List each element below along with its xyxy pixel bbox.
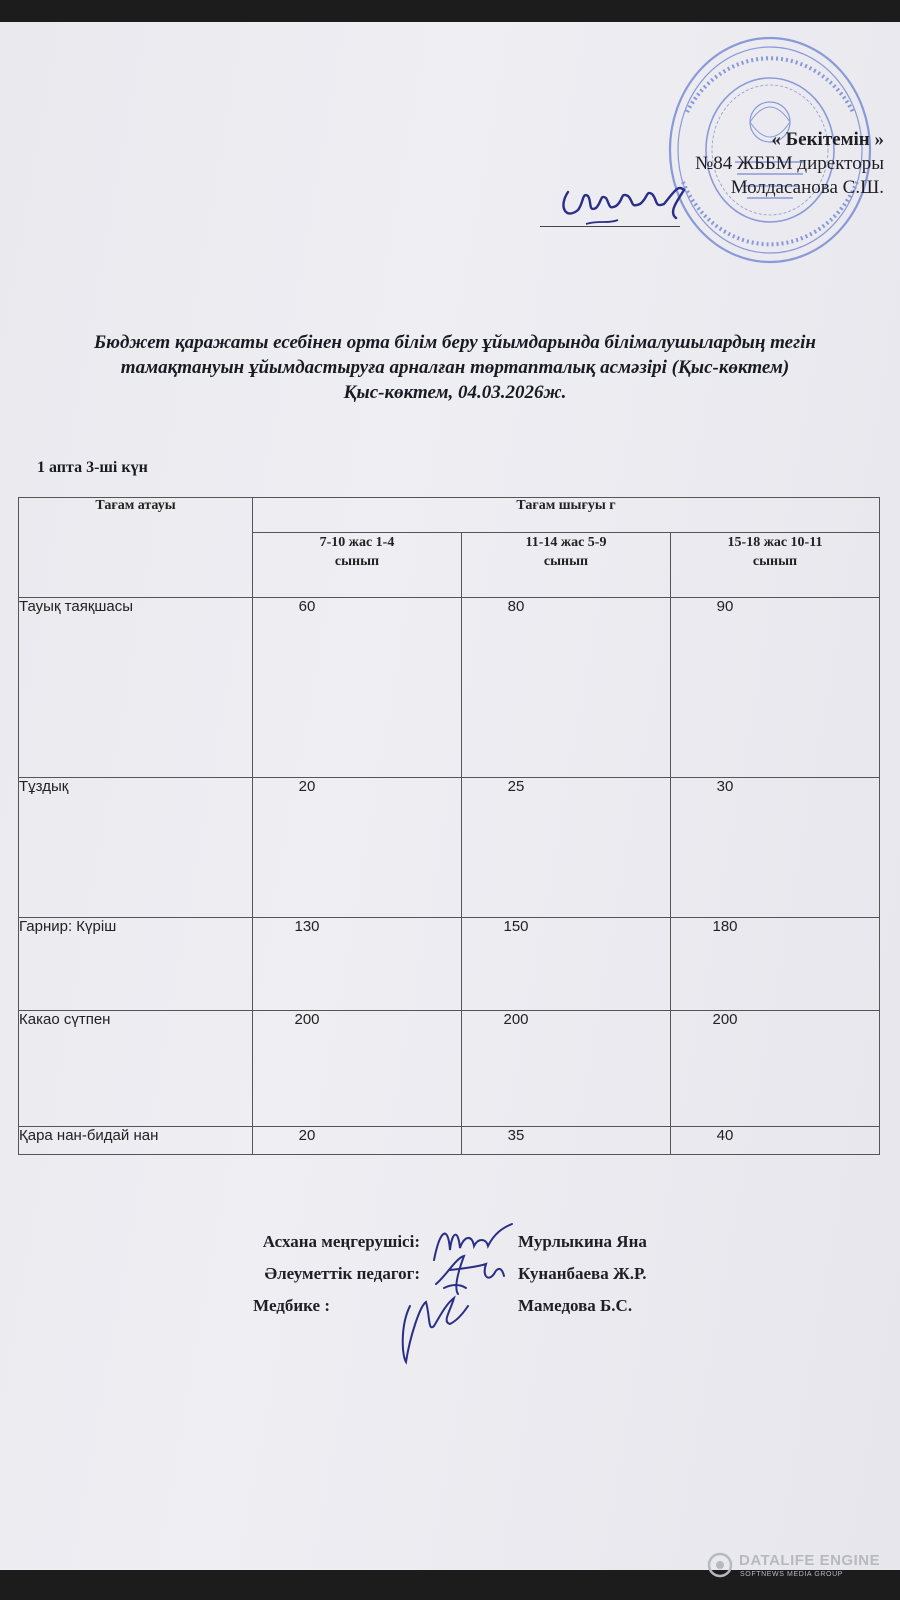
approval-position: №84 ЖББМ директоры bbox=[695, 153, 884, 174]
dish-name: Тұздық bbox=[19, 778, 253, 918]
header-age-group: 11-14 жас 5-9 сынып bbox=[462, 533, 671, 598]
portion-cell: 90 bbox=[671, 598, 880, 778]
signatures-block bbox=[0, 1232, 900, 1392]
signature-role: Әлеуметтік педагог: bbox=[264, 1264, 420, 1283]
document-page bbox=[0, 22, 900, 1578]
datalife-logo-icon bbox=[707, 1552, 733, 1578]
approval-block bbox=[695, 128, 884, 200]
table-row bbox=[19, 598, 880, 778]
signature-person: Мамедова Б.С. bbox=[518, 1296, 633, 1315]
portion-cell: 80 bbox=[462, 598, 671, 778]
director-signature bbox=[548, 162, 708, 232]
portion-cell: 20 bbox=[253, 778, 462, 918]
signature-row bbox=[0, 1296, 900, 1326]
header-age-group: 7-10 жас 1-4 сынып bbox=[253, 533, 462, 598]
approval-director-name: Молдасанова С.Ш. bbox=[730, 177, 884, 198]
portion-cell: 150 bbox=[462, 918, 671, 1011]
watermark bbox=[707, 1550, 887, 1586]
dish-name: Тауық таяқшасы bbox=[19, 598, 253, 778]
signature-person: Мурлыкина Яна bbox=[518, 1232, 647, 1251]
header-dish-name: Тағам атауы bbox=[19, 498, 253, 598]
portion-cell: 30 bbox=[671, 778, 880, 918]
dish-name: Какао сүтпен bbox=[19, 1011, 253, 1127]
week-day-label: 1 апта 3-ші күн bbox=[37, 459, 148, 476]
dish-name: Қара нан-бидай нан bbox=[19, 1127, 253, 1155]
title-line-2: тамақтануын ұйымдастыруға арналған төртапталық асмәзірі (Қыс-көктем) bbox=[120, 357, 790, 378]
portion-cell: 180 bbox=[671, 918, 880, 1011]
document-title bbox=[20, 330, 890, 405]
portion-cell: 60 bbox=[253, 598, 462, 778]
portion-cell: 200 bbox=[462, 1011, 671, 1127]
portion-cell: 200 bbox=[253, 1011, 462, 1127]
watermark-main-text: DATALIFE ENGINE bbox=[739, 1552, 881, 1569]
portion-cell: 40 bbox=[671, 1127, 880, 1155]
table-row bbox=[19, 1127, 880, 1155]
title-line-3: Қыс-көктем, 04.03.2026ж. bbox=[343, 382, 567, 403]
handwritten-signature bbox=[380, 1276, 480, 1366]
signature-person: Кунанбаева Ж.Р. bbox=[518, 1264, 647, 1283]
watermark-sub-text: SOFTNEWS MEDIA GROUP bbox=[740, 1571, 844, 1578]
portion-cell: 200 bbox=[671, 1011, 880, 1127]
header-age-group: 15-18 жас 10-11 сынып bbox=[671, 533, 880, 598]
portion-cell: 130 bbox=[253, 918, 462, 1011]
signature-role: Асхана меңгерушісі: bbox=[262, 1232, 420, 1251]
portion-cell: 20 bbox=[253, 1127, 462, 1155]
approval-title: « Бекітемін » bbox=[771, 129, 884, 150]
portion-cell: 25 bbox=[462, 778, 671, 918]
table-row bbox=[19, 778, 880, 918]
table-row bbox=[19, 1011, 880, 1127]
title-line-1: Бюджет қаражаты есебінен орта білім беру ұйымдарында білімалушылардың тегін bbox=[94, 332, 816, 353]
dish-name: Гарнир: Күріш bbox=[19, 918, 253, 1011]
header-portion-group: Тағам шығуы г bbox=[253, 498, 880, 533]
table-row bbox=[19, 918, 880, 1011]
signature-role: Медбике : bbox=[253, 1296, 330, 1315]
portion-cell: 35 bbox=[462, 1127, 671, 1155]
menu-table bbox=[18, 497, 880, 1155]
